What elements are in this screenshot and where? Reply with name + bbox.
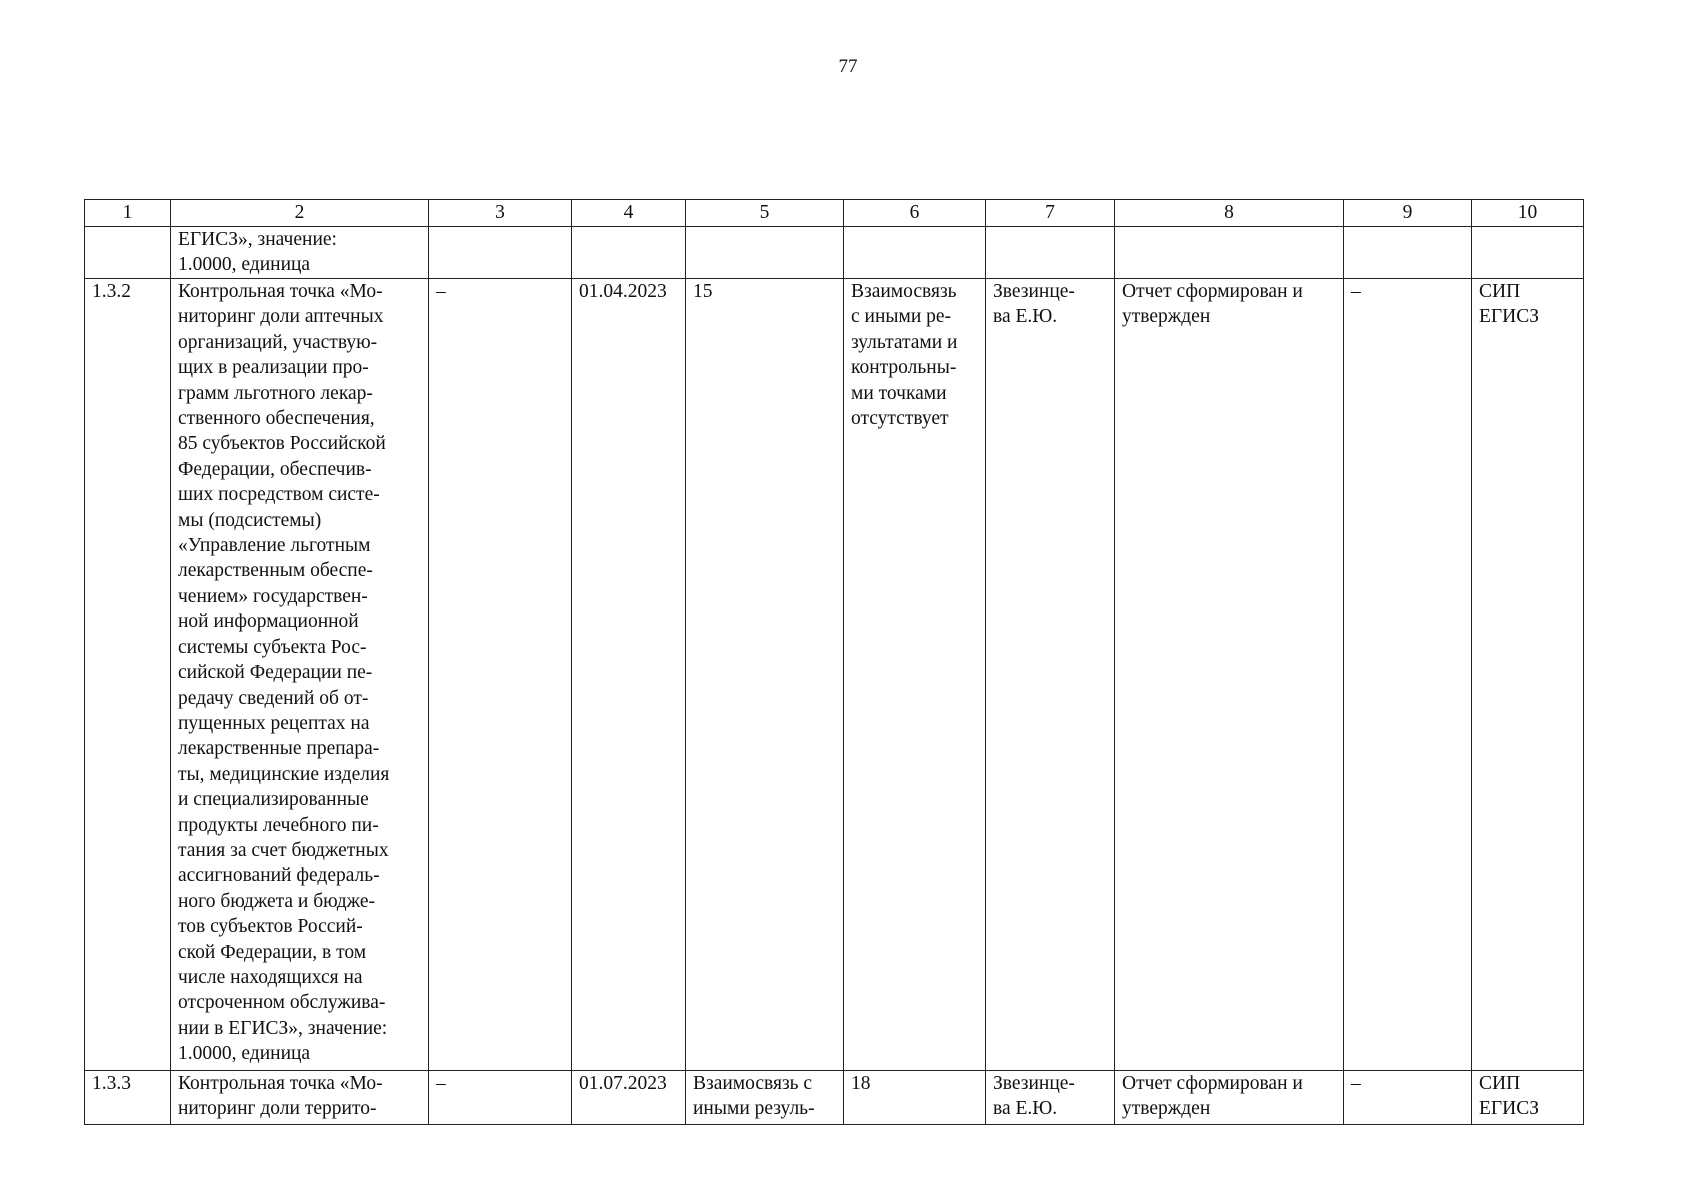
cell-col6: 18 <box>844 1071 986 1125</box>
cell-responsible: Звезинце- ва Е.Ю. <box>986 1071 1115 1125</box>
cell-col5 <box>686 227 844 279</box>
table-row-1-3-3 <box>85 1071 1584 1125</box>
cell-result: Отчет сформирован и утвержден <box>1115 279 1344 1071</box>
cell-col5: Взаимосвязь с иными резуль- <box>686 1071 844 1125</box>
plan-table <box>84 199 1584 1125</box>
column-header: 4 <box>572 200 686 227</box>
cell-col5: 15 <box>686 279 844 1071</box>
cell-col3 <box>429 227 572 279</box>
cell-col6: Взаимосвязь с иными ре- зультатами и контрольны- ми точками отсутствует <box>844 279 986 1071</box>
cell-col6 <box>844 227 986 279</box>
table-row-continuation <box>85 227 1584 279</box>
cell-number <box>85 227 171 279</box>
cell-col9: – <box>1344 279 1472 1071</box>
cell-col9 <box>1344 227 1472 279</box>
column-header: 2 <box>171 200 429 227</box>
cell-col3: – <box>429 279 572 1071</box>
cell-result: Отчет сформирован и утвержден <box>1115 1071 1344 1125</box>
cell-responsible <box>986 227 1115 279</box>
column-header: 5 <box>686 200 844 227</box>
page-number: 77 <box>838 56 858 77</box>
cell-description: ЕГИСЗ», значение: 1.0000, единица <box>171 227 429 279</box>
column-number-header-row <box>85 200 1584 227</box>
cell-description: Контрольная точка «Мо- ниторинг доли аптечных организаций, участвую- щих в реализации про- грамм льготного лекар- ственного обеспечения, 85 субъектов Российской Федерации, обеспечив- ших посредством систе- мы (подсистемы) «Управление льготным лекарственным обеспе- чением» государствен- ной информационной системы субъекта Рос- сийской Федерации пе- редачу сведений об от- пущенных рецептах на лекарственные препара- ты, медицинские изделия и специализированные продукты лечебного пи- тания за счет бюджетных ассигнований федераль- ного бюджета и бюдже- тов субъектов Россий- ской Федерации, в том числе находящихся на отсроченном обслужива- нии в ЕГИСЗ», значение: 1.0000, единица <box>171 279 429 1071</box>
cell-system: СИП ЕГИСЗ <box>1472 1071 1584 1125</box>
column-header: 7 <box>986 200 1115 227</box>
column-header: 1 <box>85 200 171 227</box>
cell-system: СИП ЕГИСЗ <box>1472 279 1584 1071</box>
cell-date: 01.04.2023 <box>572 279 686 1071</box>
table-row-1-3-2 <box>85 279 1584 1071</box>
cell-date: 01.07.2023 <box>572 1071 686 1125</box>
cell-col3: – <box>429 1071 572 1125</box>
cell-number: 1.3.3 <box>85 1071 171 1125</box>
column-header: 3 <box>429 200 572 227</box>
cell-description: Контрольная точка «Мо- ниторинг доли террито- <box>171 1071 429 1125</box>
cell-number: 1.3.2 <box>85 279 171 1071</box>
column-header: 8 <box>1115 200 1344 227</box>
column-header: 9 <box>1344 200 1472 227</box>
cell-col9: – <box>1344 1071 1472 1125</box>
cell-result <box>1115 227 1344 279</box>
cell-system <box>1472 227 1584 279</box>
column-header: 6 <box>844 200 986 227</box>
cell-date <box>572 227 686 279</box>
cell-responsible: Звезинце- ва Е.Ю. <box>986 279 1115 1071</box>
column-header: 10 <box>1472 200 1584 227</box>
